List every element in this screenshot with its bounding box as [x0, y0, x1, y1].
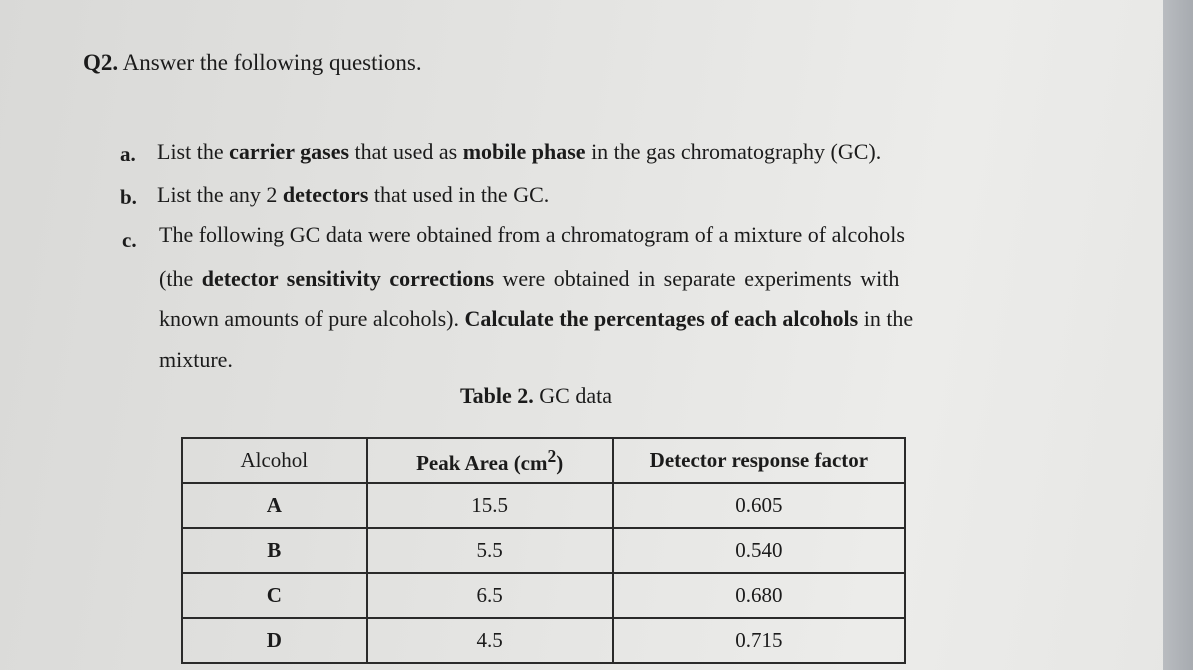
cell-response: 0.605 [613, 483, 905, 528]
header-detector-response: Detector response factor [613, 438, 905, 483]
item-a-bold-1: carrier gases [229, 139, 350, 164]
item-c-line-2-text-2: were obtained in separate experiments with [494, 266, 900, 291]
item-b-text-2: that used in the GC. [368, 182, 550, 207]
cell-peak-area: 15.5 [367, 483, 613, 528]
table-caption-text: GC data [533, 383, 612, 408]
cell-peak-area: 5.5 [367, 528, 613, 573]
question-number: Q2. [83, 50, 119, 75]
header-alcohol: Alcohol [182, 438, 367, 483]
item-c-line-1: The following GC data were obtained from a chromatogram of a mixture of alcohols [159, 222, 905, 247]
table-caption-label: Table 2. [460, 383, 534, 408]
item-a-text-3: in the gas chromatography (GC). [585, 139, 882, 164]
item-b-bold-1: detectors [282, 182, 369, 207]
table-row [182, 618, 905, 663]
cell-alcohol: A [182, 483, 367, 528]
cell-response: 0.540 [613, 528, 905, 573]
table-row [182, 528, 905, 573]
table-row [182, 573, 905, 618]
header-peak-area [367, 438, 613, 483]
item-c-line-2-text-1: (the [159, 266, 202, 291]
cell-alcohol: C [182, 573, 367, 618]
cell-response: 0.680 [613, 573, 905, 618]
table-caption [460, 383, 612, 409]
header-peak-area-end: ) [556, 450, 564, 475]
cell-peak-area: 4.5 [367, 618, 613, 663]
item-b-marker: b. [120, 185, 137, 209]
cell-alcohol: D [182, 618, 367, 663]
item-c-line-4: mixture. [159, 347, 233, 372]
item-c-marker: c. [122, 228, 137, 252]
item-c-line-3 [159, 306, 913, 332]
table-header-row [182, 438, 905, 483]
item-c-line-3-text-2: in the [858, 306, 914, 331]
item-a-text-1: List the [157, 139, 230, 164]
question-heading [83, 50, 422, 76]
item-b-text [157, 182, 549, 208]
item-a-text [157, 139, 881, 165]
header-peak-area-sup: 2 [547, 445, 557, 466]
item-a-marker: a. [120, 142, 136, 166]
cell-response: 0.715 [613, 618, 905, 663]
cell-peak-area: 6.5 [367, 573, 613, 618]
item-a-bold-2: mobile phase [462, 139, 586, 164]
item-c-line-2 [159, 266, 899, 292]
item-c-line-3-text-1: known amounts of pure alcohols). [159, 306, 465, 331]
item-a-text-2: that used as [349, 139, 463, 164]
table-row [182, 483, 905, 528]
page-edge [1163, 0, 1193, 670]
question-title: Answer the following questions. [122, 50, 422, 75]
item-b-text-1: List the any 2 [157, 182, 283, 207]
item-c-line-3-bold: Calculate the percentages of each alcohols [464, 306, 859, 331]
item-c-line-2-bold: detector sensitivity corrections [201, 266, 495, 291]
cell-alcohol: B [182, 528, 367, 573]
header-peak-area-text: Peak Area (cm [416, 450, 548, 475]
gc-data-table [181, 437, 906, 664]
